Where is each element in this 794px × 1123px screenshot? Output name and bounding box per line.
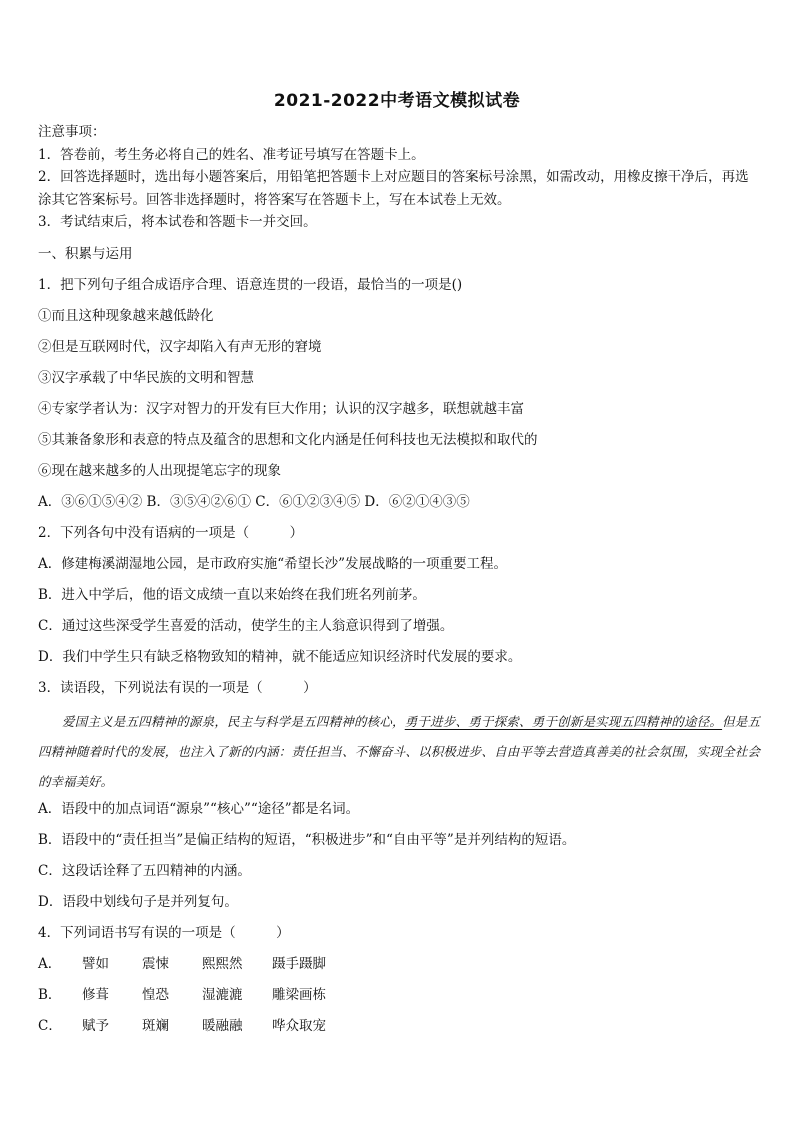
q2-option-a: A．修建梅溪湖湿地公园，是市政府实施“希望长沙”发展战略的一项重要工程。: [38, 556, 508, 572]
q4-word: 蹑手蹑脚: [272, 956, 326, 972]
q4-word: 湿漉漉: [202, 987, 243, 1003]
q3-passage: [38, 707, 760, 797]
q1-sentence-3: ③汉字承载了中华民族的文明和智慧: [38, 370, 254, 386]
q1-sentence-6: ⑥现在越来越多的人出现提笔忘字的现象: [38, 463, 281, 479]
q1-options: A．③⑥①⑤④② B．③⑤④②⑥① C．⑥①②③④⑤ D．⑥②①④③⑤: [38, 494, 470, 510]
notes-heading: 注意事项：: [38, 124, 106, 140]
q2-option-c: C．通过这些深受学生喜爱的活动，使学生的主人翁意识得到了增强。: [38, 618, 454, 634]
q4-option-b: [38, 985, 760, 1016]
q3-option-c: C．这段话诠释了五四精神的内涵。: [38, 863, 251, 879]
q4-word: 斑斓: [142, 1018, 169, 1034]
exam-title: 2021-2022中考语文模拟试卷: [273, 91, 521, 111]
q4-option-label: B．: [38, 987, 62, 1003]
q2-stem: 2．下列各句中没有语病的一项是（ ）: [38, 525, 304, 541]
q4-word: 暖融融: [202, 1018, 243, 1034]
q3-stem: 3．读语段，下列说法有误的一项是（ ）: [38, 680, 317, 696]
q1-sentence-5: ⑤其兼备象形和表意的特点及蕴含的思想和文化内涵是任何科技也无法模拟和取代的: [38, 432, 538, 448]
q3-passage-underlined: 勇于进步、勇于探索、勇于创新是实现五四精神的途径。: [404, 714, 723, 729]
q4-option-label: C．: [38, 1018, 62, 1034]
q2-option-b: B．进入中学后，他的语文成绩一直以来始终在我们班名列前茅。: [38, 587, 426, 603]
q4-option-c: [38, 1016, 760, 1047]
questions-block: [38, 244, 760, 1047]
q3-option-a: A．语段中的加点词语“源泉”“核心”“途径”都是名词。: [38, 801, 360, 817]
q3-passage-plain: 爱国主义是五四精神的源泉，民主与科学是五四精神的核心，: [62, 714, 405, 729]
q4-word: 赋予: [82, 1018, 109, 1034]
q3-option-d: D．语段中划线句子是并列复句。: [38, 894, 238, 910]
notes-item-2: 2．回答选择题时，选出每小题答案后，用铅笔把答题卡上对应题目的答案标号涂黑，如需改动，用橡皮擦干净后，再选涂其它答案标号。回答非选择题时，将答案写在答题卡上，写在本试卷上无效。: [38, 169, 749, 208]
q1-sentence-1: ①而且这种现象越来越低龄化: [38, 308, 214, 324]
q2-option-d: D．我们中学生只有缺乏格物致知的精神，就不能适应知识经济时代发展的要求。: [38, 649, 522, 665]
q1-sentence-2: ②但是互联网时代，汉字却陷入有声无形的窘境: [38, 339, 322, 355]
q1-stem: 1．把下列句子组合成语序合理、语意连贯的一段语，最恰当的一项是(): [38, 277, 463, 293]
q3-option-b: B．语段中的“责任担当”是偏正结构的短语，“积极进步”和“自由平等”是并列结构的短语。: [38, 832, 576, 848]
q4-word: 譬如: [82, 956, 109, 972]
q4-word: 哗众取宠: [272, 1018, 326, 1034]
notes-item-1: 1．答卷前，考生务必将自己的姓名、准考证号填写在答题卡上。: [38, 146, 425, 163]
q4-word: 惶恐: [142, 987, 169, 1003]
q1-sentence-4: ④专家学者认为：汉字对智力的开发有巨大作用；认识的汉字越多，联想就越丰富: [38, 401, 524, 417]
q4-word: 修葺: [82, 987, 109, 1003]
notes-block: [38, 121, 760, 234]
q4-option-a: [38, 954, 760, 985]
q4-option-label: A．: [38, 956, 62, 972]
q4-stem: 4．下列词语书写有误的一项是（ ）: [38, 925, 290, 941]
section-heading: 一、积累与运用: [38, 246, 133, 262]
notes-item-3: 3．考试结束后，将本试卷和答题卡一并交回。: [38, 214, 317, 230]
q4-word: 震悚: [142, 956, 169, 972]
q3-passage-rest: 但是五四精神随着时代的发展，也注入了新的内涵：责任担当、不懈奋斗、以积极进步、自由平等去营造真善美的社会氛围，实现全社会的幸福美好。: [38, 714, 760, 789]
q4-word: 熙熙然: [202, 956, 243, 972]
q4-word: 雕梁画栋: [272, 987, 326, 1003]
